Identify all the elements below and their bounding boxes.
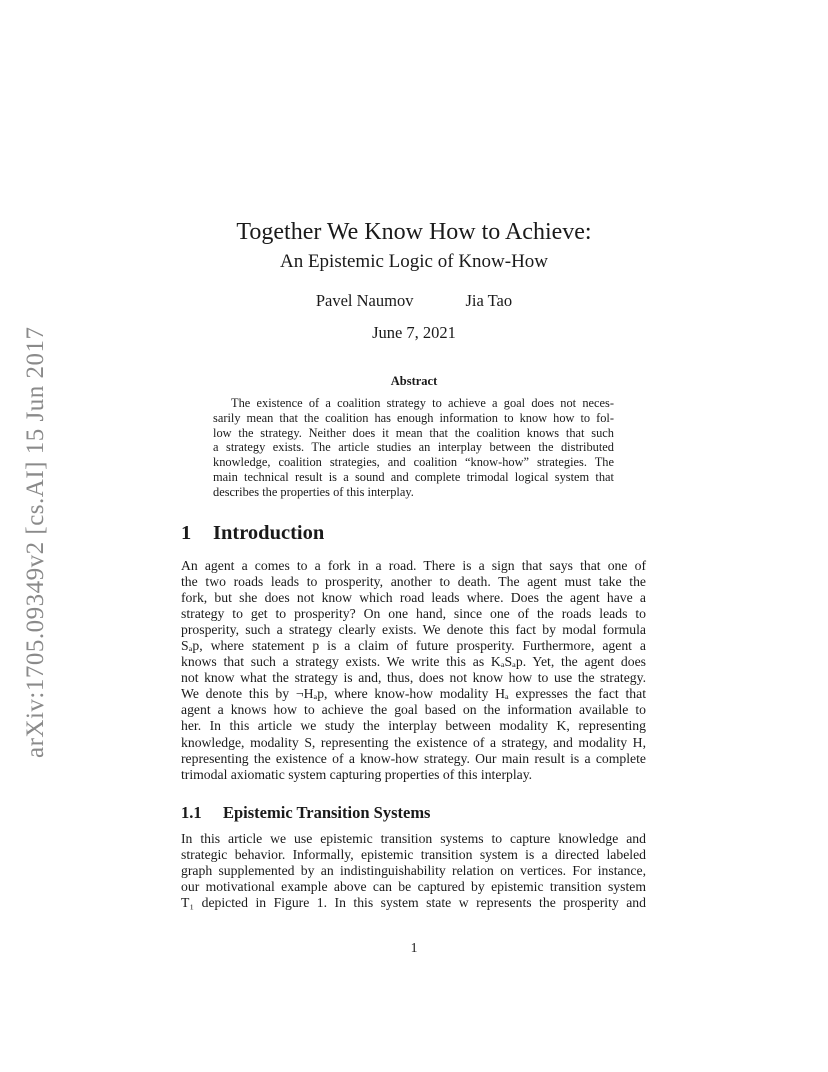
body-line: our motivational example above can be captured by epistemic transition system [181, 879, 646, 895]
abstract-line: main technical result is a sound and complete trimodal logical system that [213, 469, 614, 484]
abstract-body [213, 396, 614, 500]
body-line: trimodal axiomatic system capturing properties of this interplay. [181, 766, 533, 782]
abstract-line: knowledge, coalition strategies, and coalition “know-how” strategies. The [213, 455, 614, 470]
subsection-number: 1.1 [181, 803, 202, 822]
body-line: In this article we use epistemic transition systems to capture knowledge and [181, 831, 646, 846]
paper-title: Together We Know How to Achieve: [236, 219, 592, 245]
body-line: fork, but she does not know which road leads where. Does the agent have a [181, 590, 646, 606]
abstract-line: The existence of a coalition strategy to achieve a goal does not neces- [231, 396, 614, 410]
body-line: graph supplemented by an indistinguishability relation on vertices. For instance, [181, 863, 646, 879]
abstract-line: a strategy exists. The article studies an interplay between the distributed [213, 440, 614, 455]
subsection-paragraph [181, 831, 646, 911]
section-title: Introduction [213, 522, 325, 544]
section-number: 1 [181, 522, 192, 544]
paper-date: June 7, 2021 [372, 323, 456, 342]
body-line: T₁ depicted in Figure 1. In this system state w represents the prosperity and [181, 895, 646, 911]
page-number: 1 [410, 940, 418, 955]
section-heading [181, 522, 324, 545]
author-name: Pavel Naumov [315, 291, 414, 310]
arxiv-identifier: arXiv:1705.09349v2 [cs.AI] 15 Jun 2017 [22, 326, 49, 758]
body-line: representing the existence of a know-how strategy. Our main result is a complete [181, 750, 646, 766]
body-line: Sₐp, where statement p is a claim of future prosperity. Furthermore, agent a [181, 638, 646, 654]
body-line: the two roads leads to prosperity, another to death. The agent must take the [181, 574, 646, 590]
body-line: We denote this by ¬Hₐp, where know-how modality Hₐ expresses the fact that [181, 686, 646, 702]
subsection-heading [181, 803, 430, 823]
body-line: strategic behavior. Informally, epistemic transition system is a directed labeled [181, 847, 646, 863]
body-line: agent a knows how to achieve the goal based on the information available to [181, 702, 646, 718]
subsection-title: Epistemic Transition Systems [223, 803, 431, 822]
paper-subtitle: An Epistemic Logic of Know-How [279, 251, 549, 272]
abstract-line: low the strategy. Neither does it mean that the coalition knows that such [213, 425, 614, 440]
body-line: An agent a comes to a fork in a road. There is a sign that says that one of [181, 558, 646, 573]
body-line: knows that such a strategy exists. We write this as KₐSₐp. Yet, the agent does [181, 654, 646, 670]
body-line: her. In this article we study the interplay between modality K, representing [181, 718, 646, 734]
body-line: prosperity, such a strategy clearly exists. We denote this fact by modal formula [181, 622, 646, 638]
abstract-line: sarily mean that the coalition has enough information to know how to fol- [213, 410, 614, 425]
author-list [0, 291, 828, 311]
author-name: Jia Tao [465, 291, 513, 310]
abstract-line: describes the properties of this interplay. [213, 484, 414, 499]
body-line: strategy to get to prosperity? On one hand, since one of the roads leads to [181, 606, 646, 622]
body-line: knowledge, modality S, representing the existence of a strategy, and modality H, [181, 734, 646, 750]
body-line: not know what the strategy is and, thus, does not know how to use the strategy. [181, 670, 646, 686]
abstract-heading: Abstract [390, 374, 438, 388]
introduction-paragraph [181, 558, 646, 783]
